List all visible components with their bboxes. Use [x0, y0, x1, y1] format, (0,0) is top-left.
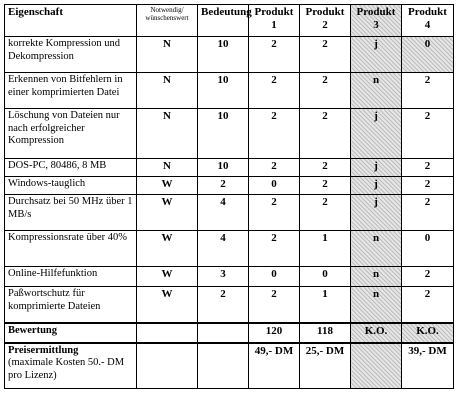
row-bedeutung: 2	[198, 287, 249, 323]
row-produkt-1: 0	[249, 267, 300, 287]
bewertung-empty-2	[198, 323, 249, 343]
header-row	[5, 5, 454, 37]
row-produkt-1: 0	[249, 177, 300, 195]
header-eigenschaft: Eigenschaft	[5, 5, 137, 37]
bewertung-produkt-3: K.O.	[351, 323, 402, 343]
row-notwendig: N	[137, 159, 198, 177]
header-produkt-2: Produkt 2	[300, 5, 351, 37]
row-produkt-2: 1	[300, 231, 351, 267]
table-row	[5, 267, 454, 287]
preis-empty-2	[198, 343, 249, 389]
row-produkt-1: 2	[249, 159, 300, 177]
preis-label: Preisermittlung	[8, 344, 79, 356]
row-produkt-1: 2	[249, 195, 300, 231]
bewertung-label: Bewertung	[5, 323, 137, 343]
row-notwendig: N	[137, 37, 198, 73]
row-notwendig: N	[137, 109, 198, 159]
preis-produkt-1: 49,- DM	[249, 343, 300, 389]
table-row	[5, 73, 454, 109]
header-produkt-4: Produkt 4	[402, 5, 454, 37]
row-produkt-1: 2	[249, 231, 300, 267]
row-produkt-3: n	[351, 267, 402, 287]
header-notwendig: Notwendig/ wünschenswert	[137, 5, 198, 37]
header-bedeutung: Bedeutung	[198, 5, 249, 37]
bewertung-produkt-2: 118	[300, 323, 351, 343]
table-row	[5, 177, 454, 195]
row-notwendig: W	[137, 231, 198, 267]
table-row	[5, 195, 454, 231]
preis-produkt-4: 39,- DM	[402, 343, 454, 389]
row-produkt-3: j	[351, 109, 402, 159]
row-produkt-2: 0	[300, 267, 351, 287]
row-produkt-4: 2	[402, 109, 454, 159]
header-produkt-3: Produkt 3	[351, 5, 402, 37]
row-produkt-1: 2	[249, 287, 300, 323]
row-eigenschaft: korrekte Kompression und Dekompression	[5, 37, 137, 73]
row-eigenschaft: DOS-PC, 80486, 8 MB	[5, 159, 137, 177]
row-produkt-3: j	[351, 159, 402, 177]
header-produkt-1: Produkt 1	[249, 5, 300, 37]
bewertung-produkt-1: 120	[249, 323, 300, 343]
row-notwendig: W	[137, 195, 198, 231]
row-bedeutung: 3	[198, 267, 249, 287]
row-produkt-2: 2	[300, 195, 351, 231]
row-produkt-4: 2	[402, 177, 454, 195]
bewertung-produkt-4: K.O.	[402, 323, 454, 343]
row-notwendig: W	[137, 177, 198, 195]
row-produkt-3: n	[351, 287, 402, 323]
row-produkt-2: 1	[300, 287, 351, 323]
bewertung-empty-1	[137, 323, 198, 343]
table-row	[5, 37, 454, 73]
evaluation-table	[4, 4, 454, 389]
preis-produkt-2: 25,- DM	[300, 343, 351, 389]
row-produkt-4: 2	[402, 73, 454, 109]
row-produkt-2: 2	[300, 109, 351, 159]
row-produkt-4: 2	[402, 195, 454, 231]
row-eigenschaft: Windows-tauglich	[5, 177, 137, 195]
row-bedeutung: 10	[198, 109, 249, 159]
row-produkt-4: 2	[402, 267, 454, 287]
row-eigenschaft: Löschung von Dateien nur nach erfolgreicher Kompression	[5, 109, 137, 159]
preis-produkt-3	[351, 343, 402, 389]
row-bedeutung: 10	[198, 73, 249, 109]
row-produkt-3: j	[351, 177, 402, 195]
row-bedeutung: 10	[198, 159, 249, 177]
row-produkt-2: 2	[300, 37, 351, 73]
row-produkt-2: 2	[300, 73, 351, 109]
row-produkt-3: n	[351, 231, 402, 267]
row-produkt-2: 2	[300, 159, 351, 177]
table-row	[5, 159, 454, 177]
row-eigenschaft: Paßwortschutz für komprimierte Dateien	[5, 287, 137, 323]
row-bedeutung: 4	[198, 195, 249, 231]
row-produkt-3: j	[351, 195, 402, 231]
row-produkt-1: 2	[249, 109, 300, 159]
table-row	[5, 231, 454, 267]
preis-note: (maximale Kosten 50.- DM pro Lizenz)	[8, 357, 125, 381]
table-row	[5, 109, 454, 159]
row-bedeutung: 10	[198, 37, 249, 73]
row-eigenschaft: Kompressionsrate über 40%	[5, 231, 137, 267]
row-notwendig: W	[137, 287, 198, 323]
row-produkt-3: j	[351, 37, 402, 73]
row-produkt-3: n	[351, 73, 402, 109]
row-produkt-4: 0	[402, 37, 454, 73]
row-eigenschaft: Durchsatz bei 50 MHz über 1 MB/s	[5, 195, 137, 231]
bewertung-row	[5, 323, 454, 343]
row-produkt-4: 0	[402, 231, 454, 267]
row-produkt-1: 2	[249, 73, 300, 109]
row-produkt-4: 2	[402, 159, 454, 177]
preis-row	[5, 343, 454, 389]
row-produkt-2: 2	[300, 177, 351, 195]
row-notwendig: N	[137, 73, 198, 109]
row-bedeutung: 2	[198, 177, 249, 195]
row-notwendig: W	[137, 267, 198, 287]
preis-label-cell	[5, 343, 137, 389]
row-produkt-1: 2	[249, 37, 300, 73]
table-row	[5, 287, 454, 323]
row-produkt-4: 2	[402, 287, 454, 323]
row-bedeutung: 4	[198, 231, 249, 267]
row-eigenschaft: Online-Hilfefunktion	[5, 267, 137, 287]
row-eigenschaft: Erkennen von Bitfehlern in einer komprimierten Datei	[5, 73, 137, 109]
preis-empty-1	[137, 343, 198, 389]
